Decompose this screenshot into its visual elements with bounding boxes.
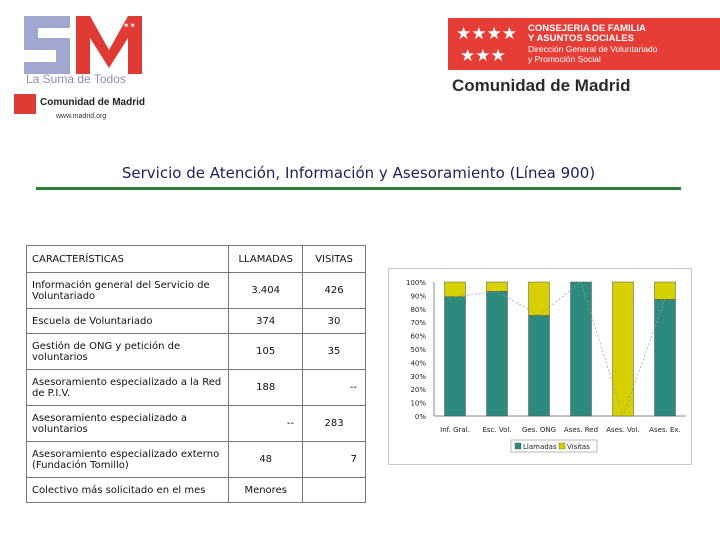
svg-text:★★★: ★★★ <box>460 46 506 66</box>
svg-text:✶✶✶: ✶✶✶ <box>116 21 137 30</box>
org-name: Comunidad de Madrid <box>452 76 631 95</box>
website-link[interactable]: www.madrid.org <box>56 113 107 120</box>
bar-visitas <box>445 282 466 297</box>
bar-llamadas <box>445 297 466 416</box>
row-llamadas: 48 <box>229 442 303 478</box>
y-tick-label: 60% <box>410 332 426 341</box>
bar-visitas <box>529 282 550 316</box>
row-label: Colectivo más solicitado en el mes <box>27 478 229 503</box>
y-tick-label: 80% <box>410 305 426 314</box>
banner-line-2: Y ASUNTOS SOCIALES <box>528 33 634 44</box>
row-label: Gestión de ONG y petición de voluntarios <box>27 334 229 370</box>
row-visitas: 7 <box>303 442 366 478</box>
row-llamadas: 374 <box>229 309 303 334</box>
y-tick-label: 70% <box>410 319 426 328</box>
row-llamadas: -- <box>229 406 303 442</box>
header-llamadas: LLAMADAS <box>229 246 303 273</box>
row-llamadas: 188 <box>229 370 303 406</box>
bar-llamadas <box>529 316 550 417</box>
table-row <box>27 273 366 309</box>
consejeria-banner <box>448 18 720 70</box>
row-visitas <box>303 478 366 503</box>
banner-line-4: y Promoción Social <box>528 54 601 64</box>
row-visitas: 283 <box>303 406 366 442</box>
y-tick-label: 10% <box>410 399 426 408</box>
table-row <box>27 334 366 370</box>
table-row <box>27 370 366 406</box>
bar-visitas <box>613 282 634 416</box>
y-tick-label: 0% <box>414 413 426 421</box>
chart-frame <box>388 268 692 465</box>
table-row <box>27 309 366 334</box>
header-visitas: VISITAS <box>303 246 366 273</box>
y-tick-label: 30% <box>410 372 426 381</box>
banner-line-1: CONSEJERIA DE FAMILIA <box>528 23 646 34</box>
x-tick-label: Ges. ONG <box>522 426 556 434</box>
y-tick-label: 20% <box>410 386 426 395</box>
x-tick-label: Esc. Vol. <box>482 426 512 434</box>
y-tick-label: 50% <box>410 346 426 354</box>
table-row <box>27 406 366 442</box>
header-caracteristicas: CARACTERÍSTICAS <box>27 246 229 273</box>
row-llamadas: 105 <box>229 334 303 370</box>
row-label: Asesoramiento especializado a voluntarios <box>27 406 229 442</box>
banner-line-3: Dirección General de Voluntariado <box>528 44 658 54</box>
x-tick-label: Ases. Red <box>563 426 599 434</box>
row-visitas: 30 <box>303 309 366 334</box>
logo-tagline: La Suma de Todos <box>26 72 126 86</box>
page-title: Servicio de Atención, Información y Asesoramiento (Línea 900) <box>36 164 681 190</box>
table-row <box>27 442 366 478</box>
madrid-flag-icon <box>14 94 36 114</box>
row-label: Asesoramiento especializado a la Red de P.I.V. <box>27 370 229 406</box>
stacked-bar-chart <box>389 269 691 464</box>
bar-llamadas <box>487 291 508 416</box>
logo-org-name: Comunidad de Madrid <box>40 97 145 108</box>
row-visitas: -- <box>303 370 366 406</box>
bar-visitas <box>487 282 508 291</box>
y-tick-label: 90% <box>410 292 426 301</box>
stars-icon <box>454 21 526 67</box>
sm-logo <box>24 16 142 74</box>
x-tick-label: Inf. Gral. <box>440 426 470 434</box>
table-row <box>27 478 366 503</box>
table-header-row <box>27 246 366 273</box>
row-visitas: 426 <box>303 273 366 309</box>
x-tick-label: Ases. Ex. <box>649 426 681 434</box>
y-tick-label: 40% <box>410 359 426 368</box>
row-label: Escuela de Voluntariado <box>27 309 229 334</box>
row-llamadas: Menores <box>229 478 303 503</box>
row-llamadas: 3.404 <box>229 273 303 309</box>
bar-llamadas <box>571 282 592 416</box>
row-label: Información general del Servicio de Voluntariado <box>27 273 229 309</box>
legend-label-llamadas: Llamadas <box>523 443 557 451</box>
svg-text:★★★★: ★★★★ <box>456 24 517 44</box>
services-table <box>26 245 366 503</box>
legend-swatch-llamadas <box>515 443 521 449</box>
legend-swatch-visitas <box>559 443 565 449</box>
x-tick-label: Ases. Vol. <box>606 426 640 434</box>
row-label: Asesoramiento especializado externo (Fundación Tomillo) <box>27 442 229 478</box>
y-tick-label: 100% <box>405 279 426 287</box>
bar-visitas <box>655 282 676 299</box>
bar-llamadas <box>655 299 676 416</box>
legend-label-visitas: Visitas <box>567 443 590 451</box>
row-visitas: 35 <box>303 334 366 370</box>
